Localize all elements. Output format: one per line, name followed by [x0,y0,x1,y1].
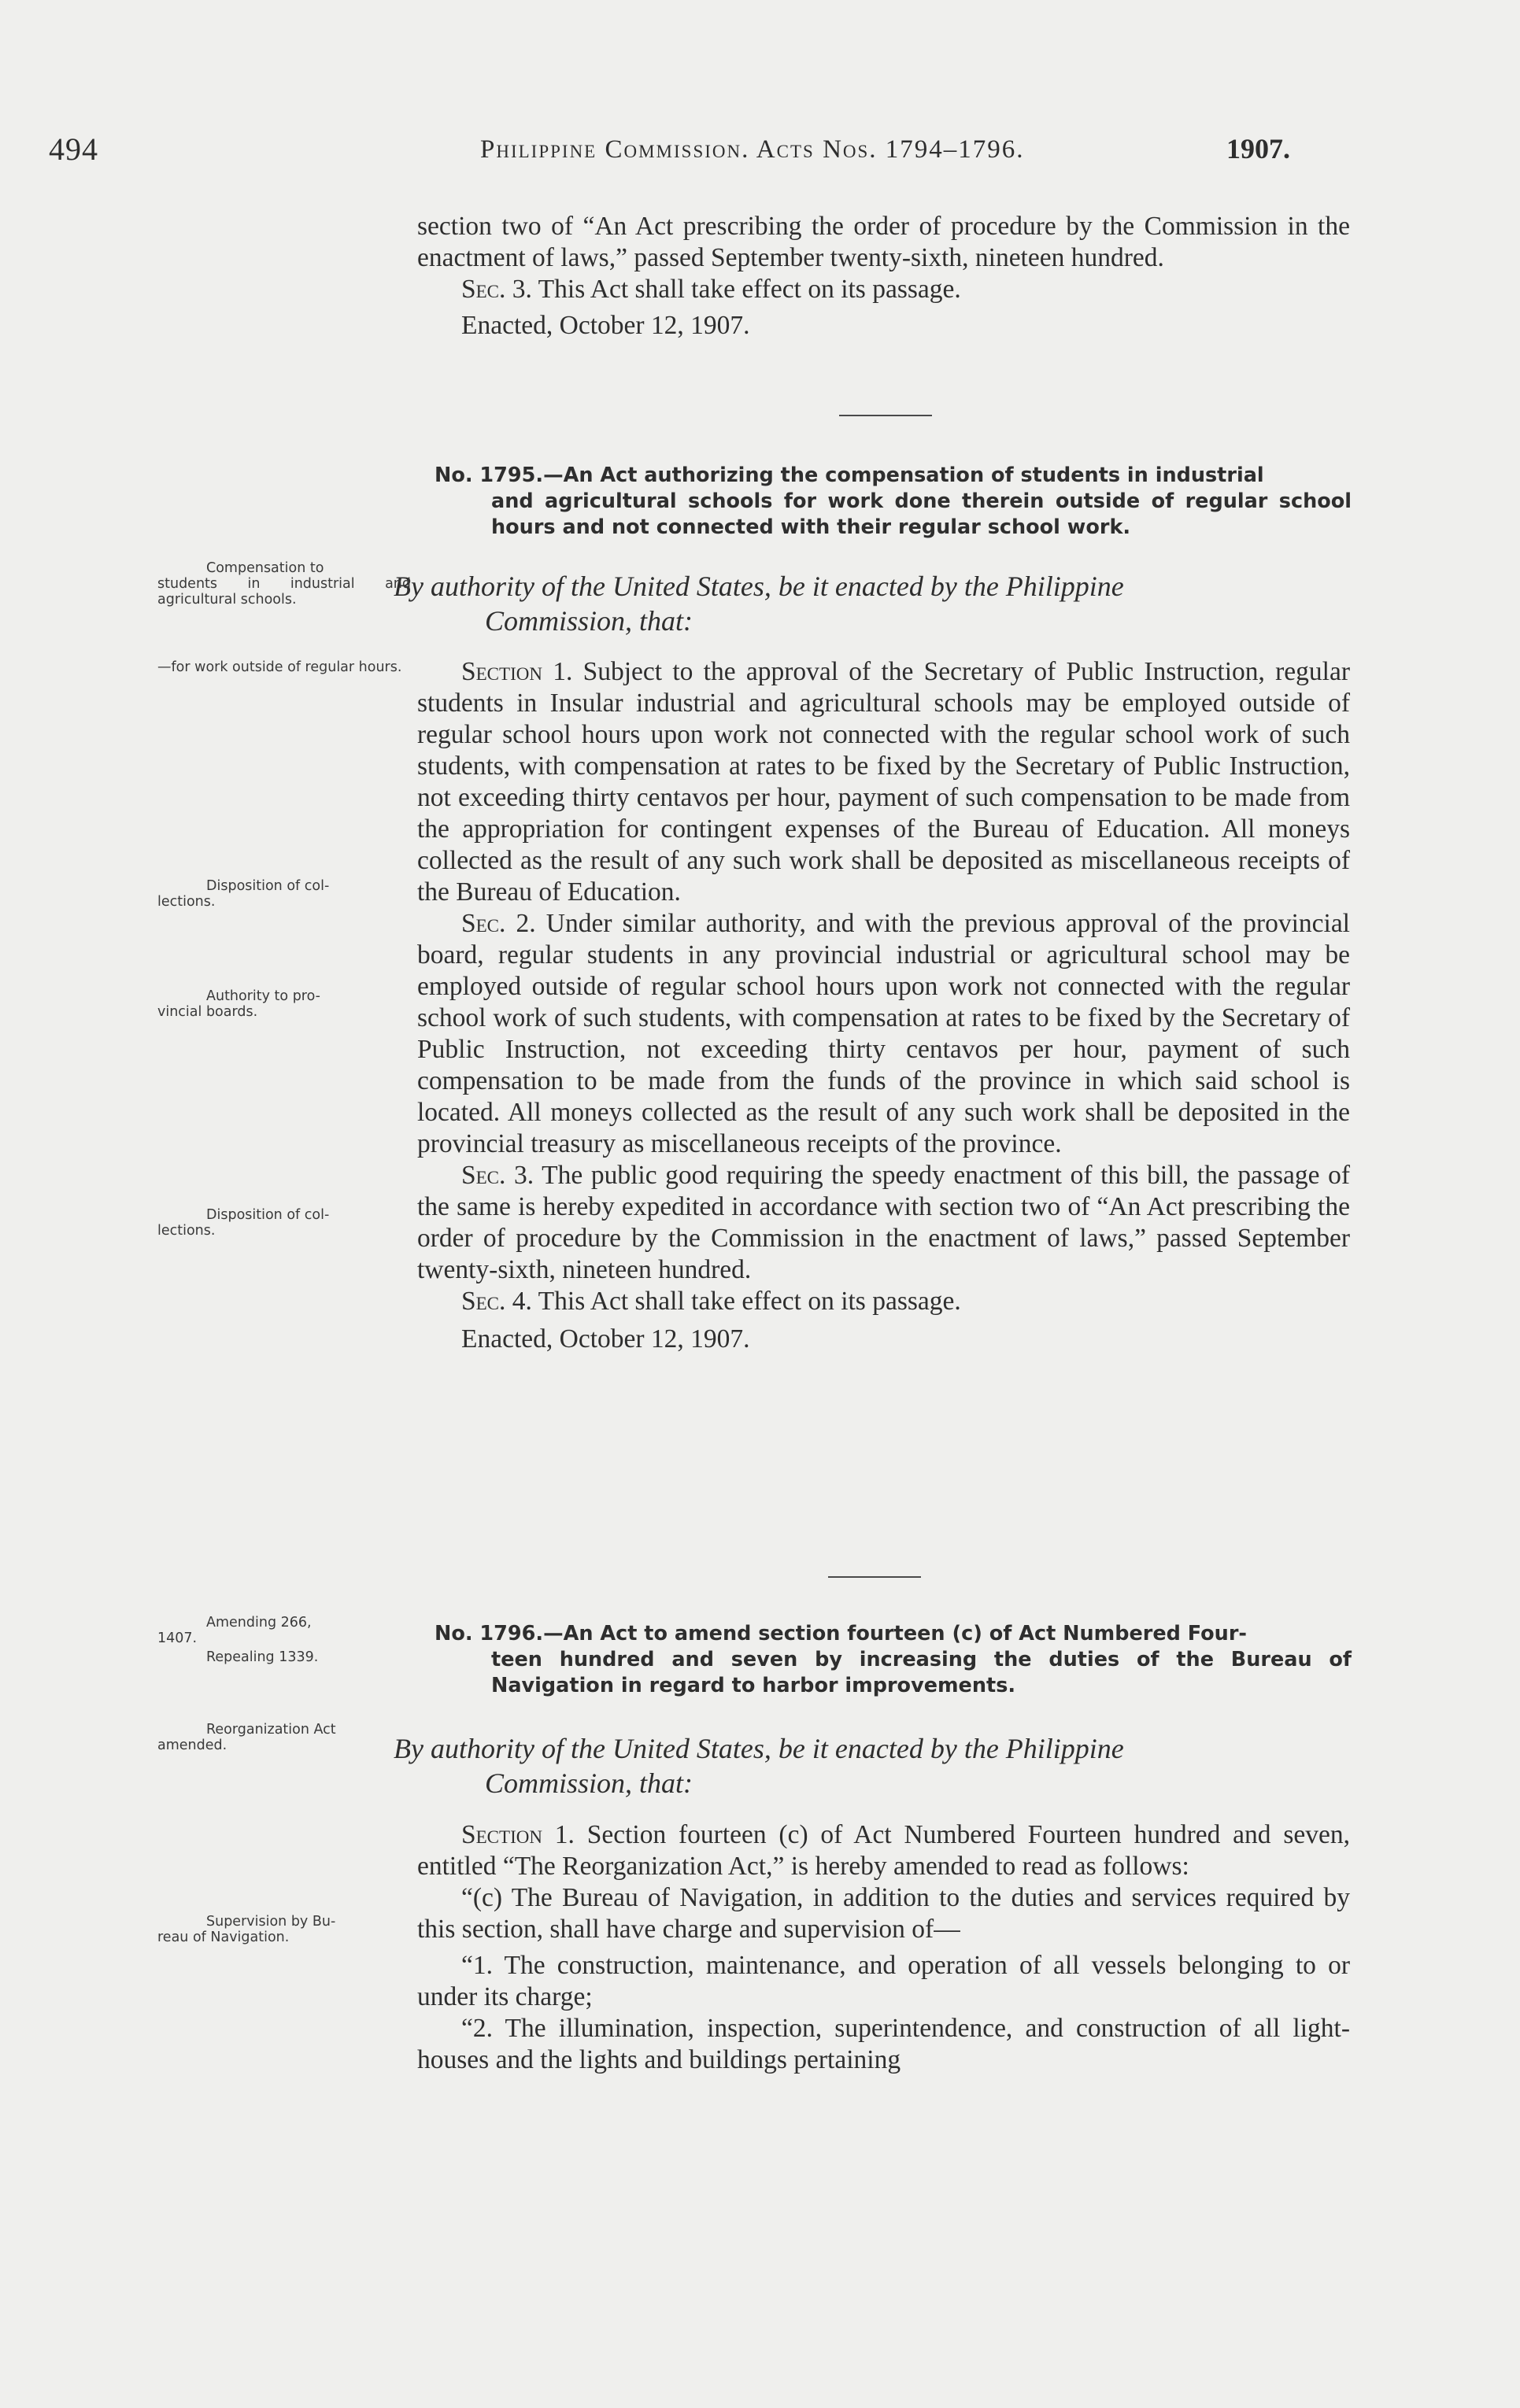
enacting-line2: Commission, that: [485,1767,693,1799]
margin-note-repealing: Repealing 1339. [206,1649,319,1665]
margin-note-reorganization: Reorganization Act amended. [157,1722,336,1753]
act-1795-section-4 [417,1286,1350,1317]
section-text: This Act shall take effect on its passage. [531,1287,961,1316]
act-number: No. 1796. [435,1622,544,1645]
section-label: Section 1. [461,1820,575,1849]
section-text: The public good requiring the speedy enactment of this bill, the passage of the same is hereby expedited in accordance with section two of “An Act prescribing the order of procedure by the Commission in the enactment of laws,” passed September twenty-sixth, nineteen hundred. [417,1161,1350,1284]
act-title-rest: and agricultural schools for work done therein outside of regular school hours and not connected with their regular school work. [491,489,1352,539]
section-text: Under similar authority, and with the previous approval of the provincial board, regular students in any provincial industrial or agricultural school may be employed outside of regular school hours upon work not connected with the regular school work of such students, with compensation at rates to be fixed by the Secretary of Public Instruction, not exceeding thirty centavos per hour, payment of such compensation to be made from the funds of the province in which said school is located. All moneys collected as the result of any such work shall be deposited in the provincial treasury as miscellaneous receipts of the province. [417,909,1350,1158]
act-title-rest: teen hundred and seven by increasing the duties of the Bureau of Navigation in regard to harbor improvements. [491,1648,1352,1697]
continuation-sec3 [417,274,1350,305]
running-title: Philippine Commission. Acts Nos. 1794–1796. [480,135,1025,164]
section-label: Sec. 2. [461,909,536,938]
act-1796-section-1 [417,1819,1350,1882]
page-number: 494 [49,131,98,167]
act-1795-section-1 [417,656,1350,908]
act-1795-enacting-clause [394,569,1350,638]
section-text: Section fourteen (c) of Act Numbered Fourteen hundred and seven, entitled “The Reorganization Act,” is hereby amended to read as follows: [417,1820,1350,1881]
section-label: Sec. 3. [461,1161,534,1190]
continuation-enacted: Enacted, October 12, 1907. [461,311,750,340]
act-1796-item-2: “2. The illumination, inspection, superintendence, and construction of all light-houses and the lights and buildings pertaining [417,2014,1350,2074]
act-title-line1: —An Act authorizing the compensation of students in industrial [543,464,1264,487]
section-label: Sec. 4. [461,1287,532,1316]
act-1795-heading [435,463,1352,541]
enacting-line2: Commission, that: [485,605,693,637]
margin-note-authority: Authority to pro- vincial boards. [157,988,320,1020]
continuation-block [417,211,1350,342]
section-text: This Act shall take effect on its passage. [531,275,961,304]
margin-note-disposition-2: Disposition of col- lections. [157,1207,330,1239]
margin-note-compensation: Compensation to students in industrial and agricultural schools. [157,560,411,608]
section-label: Section 1. [461,657,573,686]
enacting-line1: By authority of the United States, be it enacted by the Philippine [394,1733,1124,1764]
act-1795-enacted: Enacted, October 12, 1907. [461,1324,750,1354]
margin-note-supervision: Supervision by Bu- reau of Navigation. [157,1914,336,1945]
continuation-paragraph: section two of “An Act prescribing the order of procedure by the Commission in the enactment of laws,” passed September twenty-sixth, nineteen hundred. [417,212,1350,272]
section-divider [828,1576,921,1578]
margin-note-amending: Amending 266, 1407. [157,1615,312,1646]
act-1796-enacting-clause [394,1731,1350,1800]
act-1796-body [417,1819,1350,2076]
act-1795-body [417,656,1350,1355]
margin-note-work-outside: —for work outside of regular hours. [157,659,402,675]
act-1795-section-2 [417,908,1350,1160]
section-text: Subject to the approval of the Secretary of Public Instruction, regular students in Insular industrial and agricultural schools may be employed outside of regular school hours upon work not connected with the regular school work of such students, with compensation at rates to be fixed by the Secretary of Public Instruction, not exceeding thirty centavos per hour, payment of such compensation to be made from the appropriation for contingent expenses of the Bureau of Education. All moneys collected as the result of any such work shall be deposited as miscellaneous receipts of the Bureau of Education. [417,657,1351,907]
enacting-line1: By authority of the United States, be it enacted by the Philippine [394,571,1124,602]
act-1796-item-1: “1. The construction, maintenance, and operation of all vessels belonging to or under its charge; [417,1951,1350,2011]
section-label: Sec. 3. [461,275,532,304]
section-divider [839,415,932,416]
margin-note-disposition-1: Disposition of col- lections. [157,878,330,910]
act-1796-clause-c: “(c) The Bureau of Navigation, in addition to the duties and services required by this section, shall have charge and supervision of— [417,1883,1350,1944]
act-number: No. 1795. [435,464,544,487]
act-title-line1: —An Act to amend section fourteen (c) of Act Numbered Four- [543,1622,1247,1645]
header-year: 1907. [1226,133,1290,164]
act-1795-section-3 [417,1160,1350,1286]
act-1796-heading [435,1621,1352,1699]
